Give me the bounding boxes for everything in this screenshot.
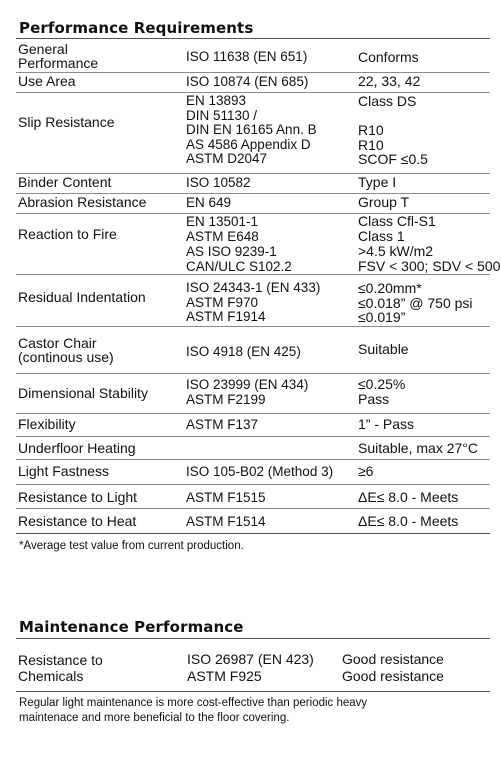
result-value: ΔE≤ 8.0 - Meets [358,489,459,505]
test-standard: ASTM F137 [186,417,259,432]
result-value: Good resistance [342,668,444,684]
result-value: 22, 33, 42 [358,73,421,89]
property-label: Use Area [18,73,76,89]
row-divider [16,373,490,374]
property-label: Resistance to Light [18,489,138,505]
test-standard: ASTM F1514 [186,514,266,529]
result-value: ≤0.20mm* [358,280,422,296]
row-divider [16,691,490,692]
test-standard: ASTM F1515 [186,490,266,505]
result-value: Suitable, max 27°C [358,440,478,456]
test-standard: ASTM F970 [186,294,259,310]
property-label: Resistance to Heat [18,513,137,529]
property-label: Abrasion Resistance [18,194,147,210]
result-value: Pass [358,391,390,407]
row-divider [16,459,490,460]
test-standard: DIN EN 16165 Ann. B [186,122,317,137]
test-standard: ISO 10874 (EN 685) [186,74,309,89]
test-standard: ASTM D2047 [186,151,268,166]
property-label: Chemicals [18,668,84,684]
result-value: Conforms [358,49,419,65]
result-value: Class Cfl-S1 [358,213,436,229]
test-standard: AS 4586 Appendix D [186,136,311,152]
row-divider [16,38,490,39]
property-label: Reaction to Fire [18,226,117,242]
result-value: SCOF ≤0.5 [358,151,428,167]
result-value: ≥6 [358,463,374,479]
result-value: >4.5 kW/m2 [358,243,434,259]
row-divider [16,484,490,485]
maintenance-title: Maintenance Performance [19,618,244,636]
row-divider [16,508,490,509]
property-label: General [18,41,68,57]
test-standard: ISO 23999 (EN 434) [186,377,309,392]
result-value: ≤0.019” [358,309,406,325]
test-standard: ISO 24343-1 (EN 433) [186,280,321,295]
test-standard: EN 13501-1 [186,214,259,229]
test-standard: ISO 10582 [186,175,251,190]
property-label: Underfloor Heating [18,440,136,456]
row-divider [16,436,490,437]
property-label: Light Fastness [18,463,110,479]
result-value: FSV < 300; SDV < 500 [358,258,501,274]
result-value: Suitable [358,341,409,357]
maintenance-note-line: maintenace and more beneficial to the floor covering. [19,712,290,724]
property-label: Binder Content [18,174,112,190]
result-value: Class 1 [358,228,405,244]
row-divider [16,533,490,534]
row-divider [16,326,490,327]
row-divider [16,638,490,639]
test-standard: ISO 105-B02 (Method 3) [186,464,334,479]
test-standard: ASTM F1914 [186,309,266,324]
test-standard: EN 649 [186,195,232,210]
property-label: Performance [18,55,99,71]
property-label: Resistance to [18,652,103,668]
result-value: ΔE≤ 8.0 - Meets [358,513,459,529]
test-standard: ASTM F925 [187,668,262,684]
test-standard: ASTM E648 [186,229,259,244]
test-standard: ISO 4918 (EN 425) [186,344,301,359]
property-label: Castor Chair [18,335,97,351]
result-value: ≤0.25% [358,376,406,392]
test-standard: CAN/ULC S102.2 [186,259,292,274]
result-value: R10 [358,136,384,153]
performance-title: Performance Requirements [19,19,254,37]
property-label: Flexibility [18,416,76,432]
row-divider [16,413,490,414]
property-label: (continous use) [18,349,114,365]
row-divider [16,274,490,275]
property-label: Slip Resistance [18,114,115,130]
maintenance-note-line: Regular light maintenance is more cost-effective than periodic heavy [19,697,368,709]
test-standard: ISO 11638 (EN 651) [186,49,308,64]
property-label: Residual Indentation [18,289,146,305]
test-standard: EN 13893 [186,93,247,108]
result-value: 1” - Pass [358,416,415,432]
row-divider [16,92,490,93]
maintenance-note [19,696,367,726]
test-standard: DIN 51130 / [186,107,258,123]
result-value: Type I [358,174,397,190]
result-value: Class DS [358,93,417,109]
footnote: *Average test value from current production. [19,540,244,552]
result-value: Group T [358,194,410,210]
result-value: R10 [358,122,384,138]
test-standard: ISO 26987 (EN 423) [187,651,314,667]
result-value: ≤0.018” @ 750 psi [358,294,473,311]
property-label: Dimensional Stability [18,385,148,401]
test-standard: ASTM F2199 [186,392,266,407]
result-value: Good resistance [342,651,444,667]
test-standard: AS ISO 9239-1 [186,244,277,259]
